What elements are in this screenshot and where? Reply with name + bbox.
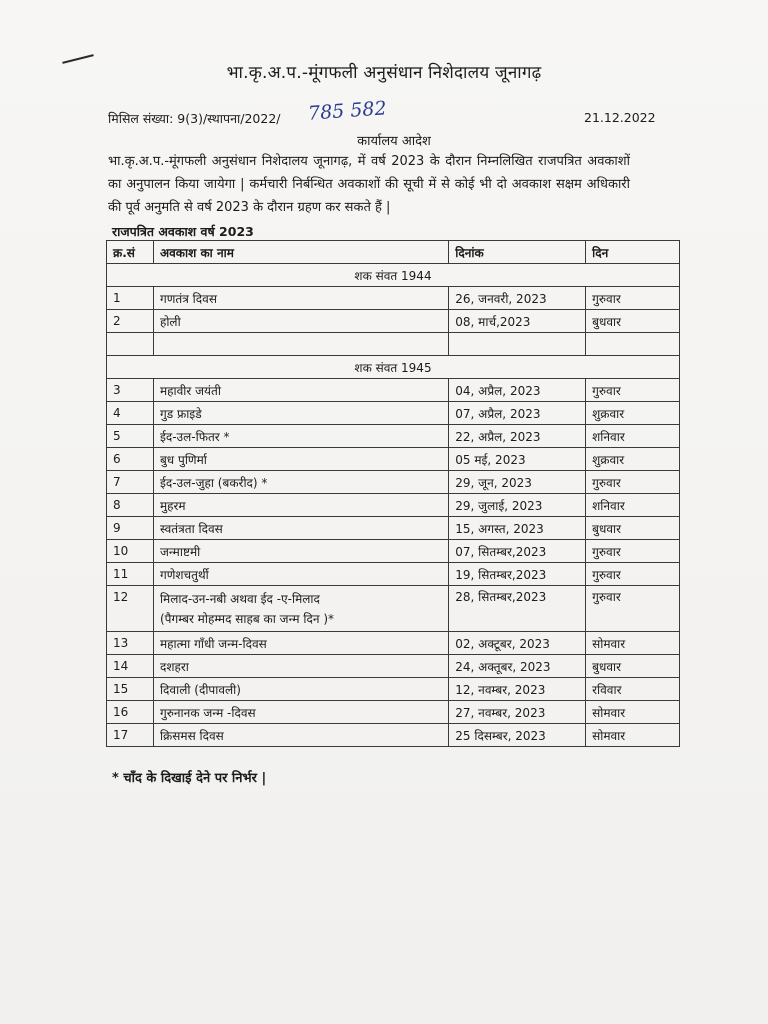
table-row — [107, 540, 680, 563]
row-day: शनिवार — [586, 494, 680, 517]
row-holiday-name: स्वतंत्रता दिवस — [153, 517, 448, 540]
row-holiday-name: होली — [153, 310, 448, 333]
row-date: 19, सितम्बर,2023 — [449, 563, 586, 586]
era-row — [107, 356, 680, 379]
organization-title: भा.कृ.अ.प.-मूंगफली अनुसंधान निशेदालय जूनागढ़ — [226, 63, 542, 83]
row-serial: 5 — [107, 425, 154, 448]
row-serial: 9 — [107, 517, 154, 540]
row-day: बुधवार — [586, 655, 680, 678]
row-holiday-name: क्रिसमस दिवस — [153, 724, 448, 747]
row-serial: 13 — [107, 632, 154, 655]
row-day: गुरुवार — [586, 287, 680, 310]
row-holiday-name: ईद-उल-जुहा (बकरीद) * — [153, 471, 448, 494]
row-day: गुरुवार — [586, 379, 680, 402]
row-day: शुक्रवार — [586, 402, 680, 425]
era-row — [107, 264, 680, 287]
row-date: 05 मई, 2023 — [449, 448, 586, 471]
handwritten-number: 785 582 — [307, 97, 388, 125]
row-serial: 3 — [107, 379, 154, 402]
row-holiday-name: महावीर जयंती — [153, 379, 448, 402]
table-row — [107, 425, 680, 448]
holiday-name-line-2: (पैगम्बर मोहम्मद साहब का जन्म दिन )* — [159, 611, 335, 626]
row-day: गुरुवार — [586, 586, 680, 632]
row-holiday-name: गुरुनानक जन्म -दिवस — [153, 701, 448, 724]
table-row — [107, 563, 680, 586]
row-day: सोमवार — [586, 724, 680, 747]
row-serial: 17 — [107, 724, 154, 747]
table-row — [107, 379, 680, 402]
empty-cell — [107, 333, 154, 356]
document-date: 21.12.2022 — [584, 110, 656, 125]
row-day: बुधवार — [586, 517, 680, 540]
office-order-title: कार्यालय आदेश — [357, 134, 431, 149]
row-serial: 6 — [107, 448, 154, 471]
row-holiday-name: बुध पुणिर्मा — [153, 448, 448, 471]
file-number: मिसिल संख्या: 9(3)/स्थापना/2022/ — [108, 111, 281, 126]
table-row — [107, 402, 680, 425]
table-row — [107, 678, 680, 701]
row-holiday-name — [153, 586, 448, 632]
table-row — [107, 632, 680, 655]
row-day: सोमवार — [586, 632, 680, 655]
table-row — [107, 724, 680, 747]
row-serial: 2 — [107, 310, 154, 333]
row-day: बुधवार — [586, 310, 680, 333]
era-label: शक संवत 1944 — [107, 264, 680, 287]
row-day: सोमवार — [586, 701, 680, 724]
row-holiday-name: जन्माष्टमी — [153, 540, 448, 563]
row-date: 24, अक्तूबर, 2023 — [449, 655, 586, 678]
row-date: 26, जनवरी, 2023 — [449, 287, 586, 310]
table-row — [107, 310, 680, 333]
row-date: 04, अप्रैल, 2023 — [449, 379, 586, 402]
row-date: 28, सितम्बर,2023 — [449, 586, 586, 632]
table-row — [107, 586, 680, 632]
empty-cell — [586, 333, 680, 356]
header-holiday-name: अवकाश का नाम — [153, 241, 448, 264]
row-date: 07, सितम्बर,2023 — [449, 540, 586, 563]
row-date: 29, जून, 2023 — [449, 471, 586, 494]
table-row — [107, 471, 680, 494]
row-holiday-name: दशहरा — [153, 655, 448, 678]
empty-cell — [153, 333, 448, 356]
row-day: गुरुवार — [586, 563, 680, 586]
row-date: 02, अक्टूबर, 2023 — [449, 632, 586, 655]
row-serial: 12 — [107, 586, 154, 632]
row-day: शुक्रवार — [586, 448, 680, 471]
row-holiday-name: गुड फ्राइडे — [153, 402, 448, 425]
row-date: 25 दिसम्बर, 2023 — [449, 724, 586, 747]
row-date: 15, अगस्त, 2023 — [449, 517, 586, 540]
holiday-table — [106, 240, 680, 747]
row-day: रविवार — [586, 678, 680, 701]
table-header-row — [107, 241, 680, 264]
table-row — [107, 287, 680, 310]
holiday-name-line-1: मिलाद-उन-नबी अथवा ईद -ए-मिलाद — [159, 591, 320, 606]
table-row — [107, 701, 680, 724]
row-serial: 4 — [107, 402, 154, 425]
row-holiday-name: मुहरम — [153, 494, 448, 517]
row-holiday-name: गणेशचतुर्थी — [153, 563, 448, 586]
table-row — [107, 655, 680, 678]
row-date: 07, अप्रैल, 2023 — [449, 402, 586, 425]
row-serial: 7 — [107, 471, 154, 494]
empty-cell — [449, 333, 586, 356]
table-row — [107, 494, 680, 517]
row-holiday-name: ईद-उल-फितर * — [153, 425, 448, 448]
empty-row — [107, 333, 680, 356]
intro-paragraph: भा.कृ.अ.प.-मूंगफली अनुसंधान निशेदालय जूनागढ़, में वर्ष 2023 के दौरान निम्नलिखित राजपत्रित अवकाशों का अनुपालन किया जायेगा | कर्मचारी निर्बन्धित अवकाशों की सूची में से कोई भी दो अवकाश सक्षम अधिकारी की पूर्व अनुमति से वर्ष 2023 के दौरान ग्रहण कर सकते हैं | — [108, 154, 630, 215]
header-serial: क्र.सं — [107, 241, 154, 264]
table-row — [107, 517, 680, 540]
row-date: 08, मार्च,2023 — [449, 310, 586, 333]
row-date: 29, जुलाई, 2023 — [449, 494, 586, 517]
row-holiday-name: गणतंत्र दिवस — [153, 287, 448, 310]
row-holiday-name: महात्मा गाँधी जन्म-दिवस — [153, 632, 448, 655]
row-day: गुरुवार — [586, 471, 680, 494]
row-serial: 14 — [107, 655, 154, 678]
row-serial: 10 — [107, 540, 154, 563]
table-caption: राजपत्रित अवकाश वर्ष 2023 — [112, 224, 254, 239]
row-date: 22, अप्रैल, 2023 — [449, 425, 586, 448]
footnote: * चाँद के दिखाई देने पर निर्भर | — [112, 771, 267, 786]
header-day: दिन — [586, 241, 680, 264]
row-serial: 11 — [107, 563, 154, 586]
row-day: गुरुवार — [586, 540, 680, 563]
row-serial: 8 — [107, 494, 154, 517]
era-label: शक संवत 1945 — [107, 356, 680, 379]
row-date: 27, नवम्बर, 2023 — [449, 701, 586, 724]
row-serial: 15 — [107, 678, 154, 701]
row-holiday-name: दिवाली (दीपावली) — [153, 678, 448, 701]
row-serial: 1 — [107, 287, 154, 310]
row-serial: 16 — [107, 701, 154, 724]
row-date: 12, नवम्बर, 2023 — [449, 678, 586, 701]
row-day: शनिवार — [586, 425, 680, 448]
header-date: दिनांक — [449, 241, 586, 264]
table-row — [107, 448, 680, 471]
